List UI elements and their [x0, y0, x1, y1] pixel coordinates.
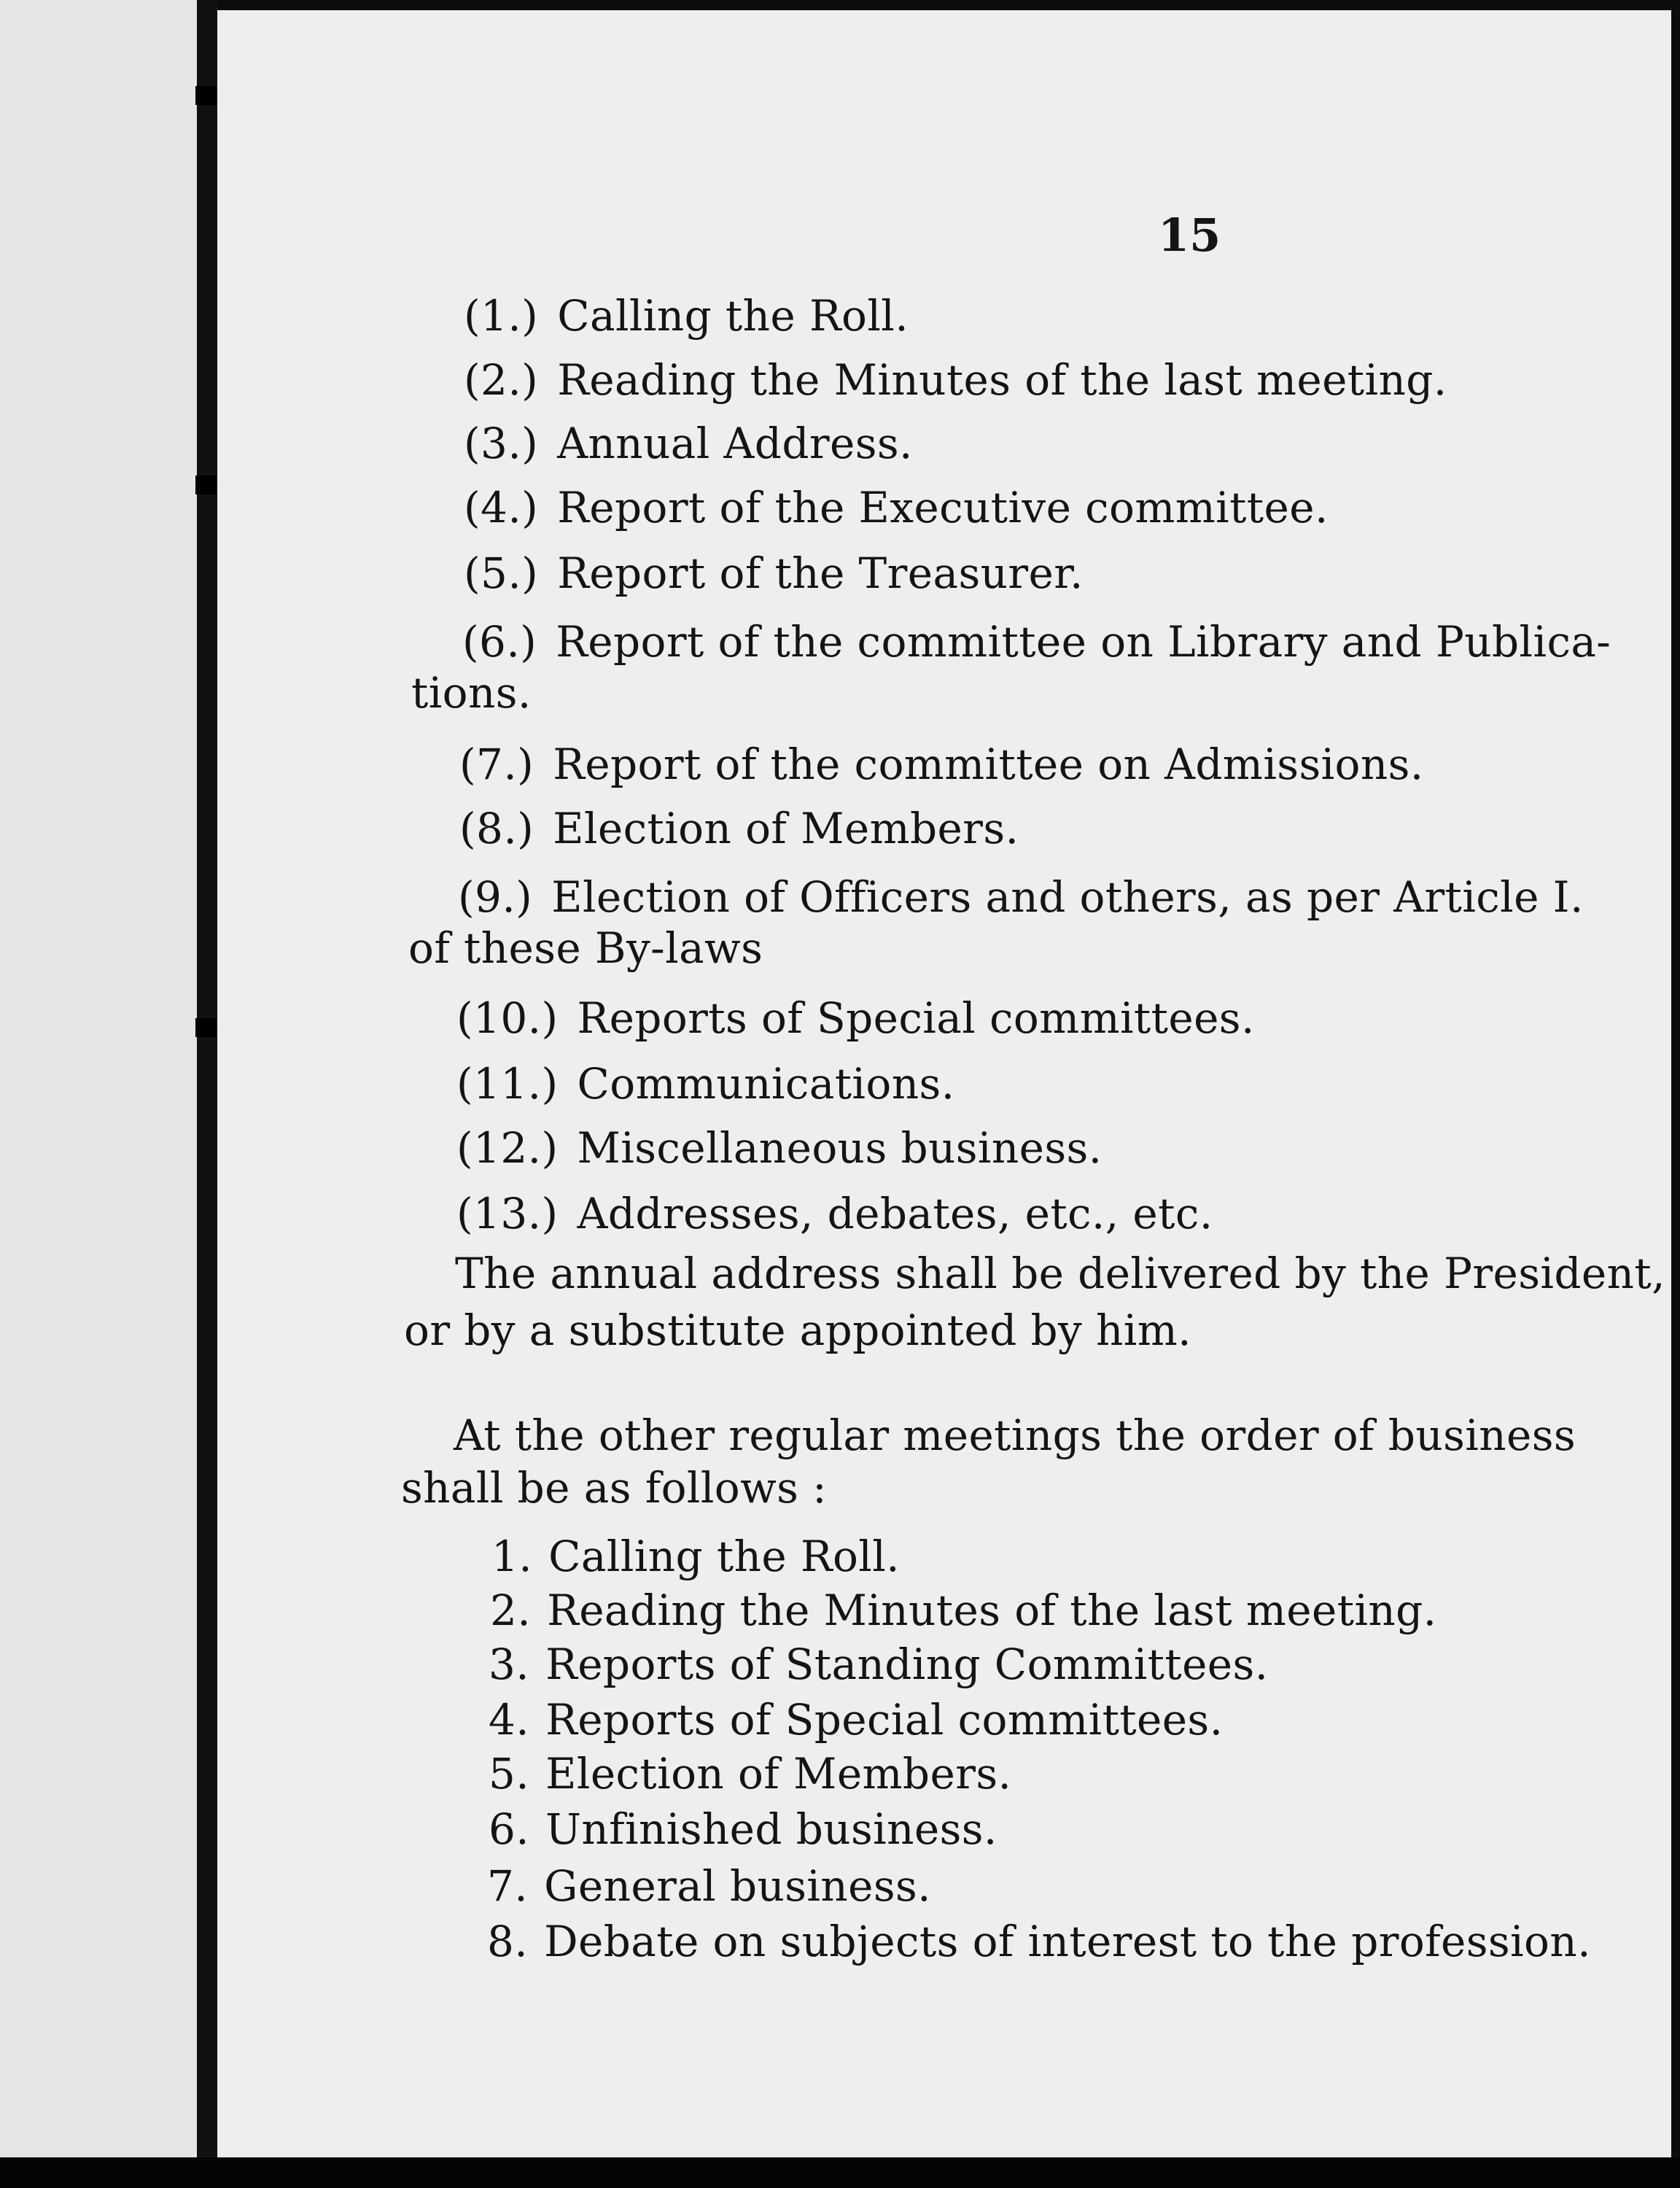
- list-item: [464, 483, 1329, 532]
- facing-page-edge: [0, 0, 197, 2157]
- document-page: [217, 10, 1671, 2157]
- list-item: [458, 872, 1584, 922]
- list-item: [489, 1695, 1223, 1745]
- item-text: Debate on subjects of interest to the profession.: [544, 1917, 1591, 1966]
- item-number: 3.: [489, 1640, 530, 1689]
- item-text: Election of Officers and others, as per Article I.: [551, 872, 1584, 922]
- item-number: 8.: [487, 1917, 529, 1966]
- page-binding: [197, 0, 217, 2157]
- paragraph-line: The annual address shall be delivered by the President,: [455, 1249, 1665, 1298]
- list-item: [489, 1749, 1011, 1799]
- item-number: (1.): [464, 291, 539, 341]
- item-text: Annual Address.: [557, 419, 913, 468]
- item-text: Unfinished business.: [545, 1804, 998, 1854]
- item-text: Report of the committee on Library and Publica-: [556, 617, 1611, 667]
- item-text: Report of the Treasurer.: [557, 548, 1084, 598]
- list-item: [456, 1123, 1102, 1173]
- list-item: [456, 1189, 1213, 1238]
- binding-mark: [195, 1018, 219, 1037]
- item-number: (11.): [456, 1059, 559, 1109]
- list-item: [456, 993, 1255, 1043]
- binding-mark: [195, 476, 219, 494]
- list-item: [459, 740, 1424, 789]
- paragraph-line: shall be as follows :: [401, 1463, 828, 1513]
- item-number: 6.: [489, 1804, 530, 1854]
- paragraph-line: or by a substitute appointed by him.: [404, 1306, 1191, 1355]
- item-text: Miscellaneous business.: [577, 1123, 1102, 1173]
- list-item: [464, 548, 1084, 598]
- list-item: [464, 291, 909, 341]
- item-text: Reports of Special committees.: [577, 993, 1255, 1043]
- item-number: (6.): [462, 617, 537, 667]
- list-item-continuation: of these By-laws: [408, 923, 763, 973]
- list-item: [489, 1640, 1269, 1689]
- list-item: [491, 1532, 900, 1581]
- page-number: 15: [1158, 209, 1221, 262]
- item-number: 7.: [487, 1861, 529, 1911]
- item-text: Reports of Special committees.: [545, 1695, 1224, 1745]
- item-number: (7.): [459, 740, 534, 789]
- list-item: [462, 617, 1611, 667]
- item-text: Addresses, debates, etc., etc.: [577, 1189, 1213, 1238]
- item-number: 1.: [491, 1532, 533, 1581]
- list-item: [456, 1059, 954, 1109]
- item-text: Reading the Minutes of the last meeting.: [557, 355, 1447, 405]
- list-item-continuation: tions.: [411, 668, 532, 718]
- list-item: [487, 1861, 931, 1911]
- list-item: [464, 355, 1447, 405]
- item-number: (12.): [456, 1123, 559, 1173]
- list-item: [489, 1804, 998, 1854]
- item-number: (13.): [456, 1189, 559, 1238]
- list-item: [464, 419, 913, 468]
- item-number: (3.): [464, 419, 539, 468]
- item-text: Election of Members.: [553, 804, 1019, 853]
- item-number: (2.): [464, 355, 539, 405]
- item-number: (10.): [456, 993, 559, 1043]
- item-text: Report of the Executive committee.: [557, 483, 1329, 532]
- item-number: (4.): [464, 483, 539, 532]
- scan-border: [0, 2157, 1680, 2188]
- item-text: Communications.: [577, 1059, 955, 1109]
- item-text: Report of the committee on Admissions.: [553, 740, 1424, 789]
- item-number: 4.: [489, 1695, 530, 1745]
- item-text: General business.: [544, 1861, 932, 1911]
- item-text: Reading the Minutes of the last meeting.: [547, 1586, 1437, 1635]
- list-item: [487, 1917, 1591, 1966]
- item-text: Reports of Standing Committees.: [545, 1640, 1269, 1689]
- list-item: [490, 1586, 1437, 1635]
- item-number: 5.: [489, 1749, 530, 1799]
- item-number: 2.: [490, 1586, 532, 1635]
- item-text: Calling the Roll.: [557, 291, 909, 341]
- item-text: Calling the Roll.: [548, 1532, 901, 1581]
- item-number: (5.): [464, 548, 539, 598]
- paragraph-line: At the other regular meetings the order of business: [454, 1411, 1576, 1460]
- item-text: Election of Members.: [545, 1749, 1012, 1799]
- item-number: (8.): [459, 804, 534, 853]
- list-item: [459, 804, 1019, 853]
- item-number: (9.): [458, 872, 533, 922]
- binding-mark: [195, 86, 219, 105]
